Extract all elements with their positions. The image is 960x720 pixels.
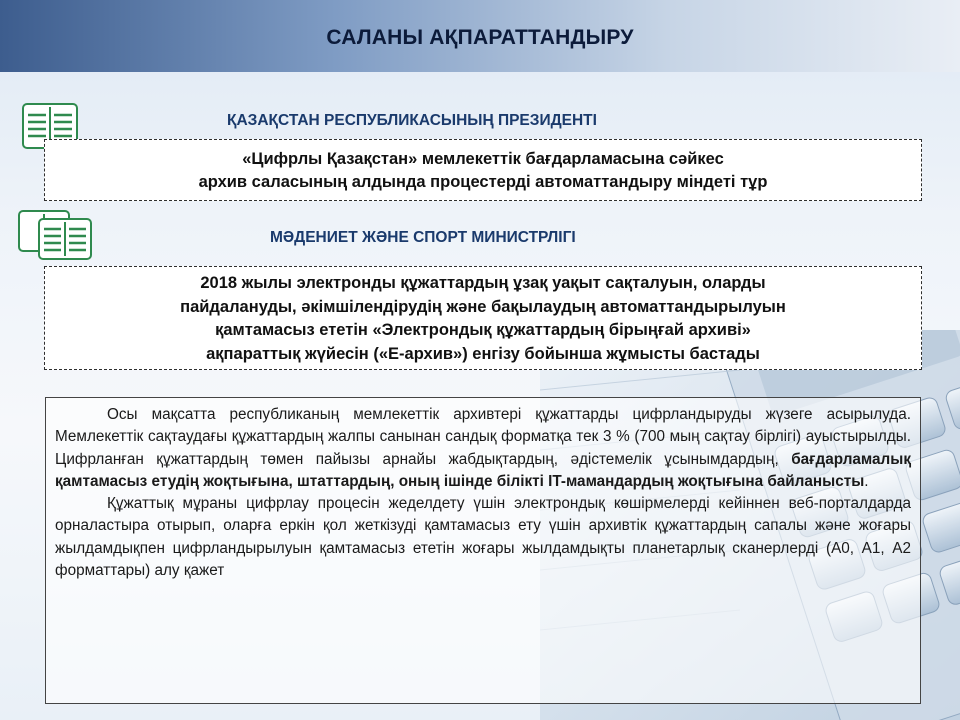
body-p1-text: Осы мақсатта республиканың мемлекеттік архивтері құжаттарды цифрландыруды жүзеге асырылуда. Мемлекеттік сақтаудағы құжаттардың жалпы санынан сандық форматқа тек 3 % (700 мың сақтау бірлігі) ауыстырылды. Цифрланған құжаттардың төмен пайызы арнайы жабдықтардың, әдістемелік ұсынымдардың, xyxy=(55,406,911,468)
president-box xyxy=(44,139,922,201)
body-p1-end: . xyxy=(864,472,869,490)
ministry-line-2: пайдалануды, әкімшілендірудің және бақылаудың автоматтандырылуын xyxy=(180,297,786,316)
ministry-box xyxy=(44,266,922,370)
body-paragraph-1 xyxy=(55,404,911,493)
ministry-line-4: ақпараттық жүйесін («Е-архив») енгізу бойынша жұмысты бастады xyxy=(206,344,760,363)
president-line-2: архив саласының алдында процестерді автоматтандыру міндеті тұр xyxy=(198,173,768,191)
president-line-1: «Цифрлы Қазақстан» мемлекеттік бағдарламасына сәйкес xyxy=(242,150,724,168)
body-text-box xyxy=(45,397,921,704)
section-title-president: ҚАЗАҚСТАН РЕСПУБЛИКАСЫНЫҢ ПРЕЗИДЕНТІ xyxy=(227,112,597,129)
books-icon xyxy=(18,210,94,265)
section-title-ministry: МӘДЕНИЕТ ЖӘНЕ СПОРТ МИНИСТРЛІГІ xyxy=(270,229,576,246)
body-paragraph-2: Құжаттық мұраны цифрлау процесін жеделдету үшін электрондық көшірмелерді кейіннен веб-порталдарда орналастыра отырып, оларға еркін қол жеткізуді қамтамасыз ету үшін архивтік құжаттардың сапалы және жоғары жылдамдықпен цифрландырылуын қамтамасыз ететін жоғары жылдамдықты планетарлық сканерлерді (А0, А1, А2 форматтары) алу қажет xyxy=(55,495,911,580)
ministry-line-3: қамтамасыз ететін «Электрондық құжаттардың бірыңғай архиві» xyxy=(215,321,751,339)
body-p1-bold: бағдарламалық қамтамасыз етудің жоқтығына, штаттардың, оның ішінде білікті IT-мамандардың жоқтығына байланысты xyxy=(55,450,911,490)
ministry-line-1: 2018 жылы электронды құжаттардың ұзақ уақыт сақталуын, оларды xyxy=(200,274,766,292)
page-title: САЛАНЫ АҚПАРАТТАНДЫРУ xyxy=(326,26,634,49)
